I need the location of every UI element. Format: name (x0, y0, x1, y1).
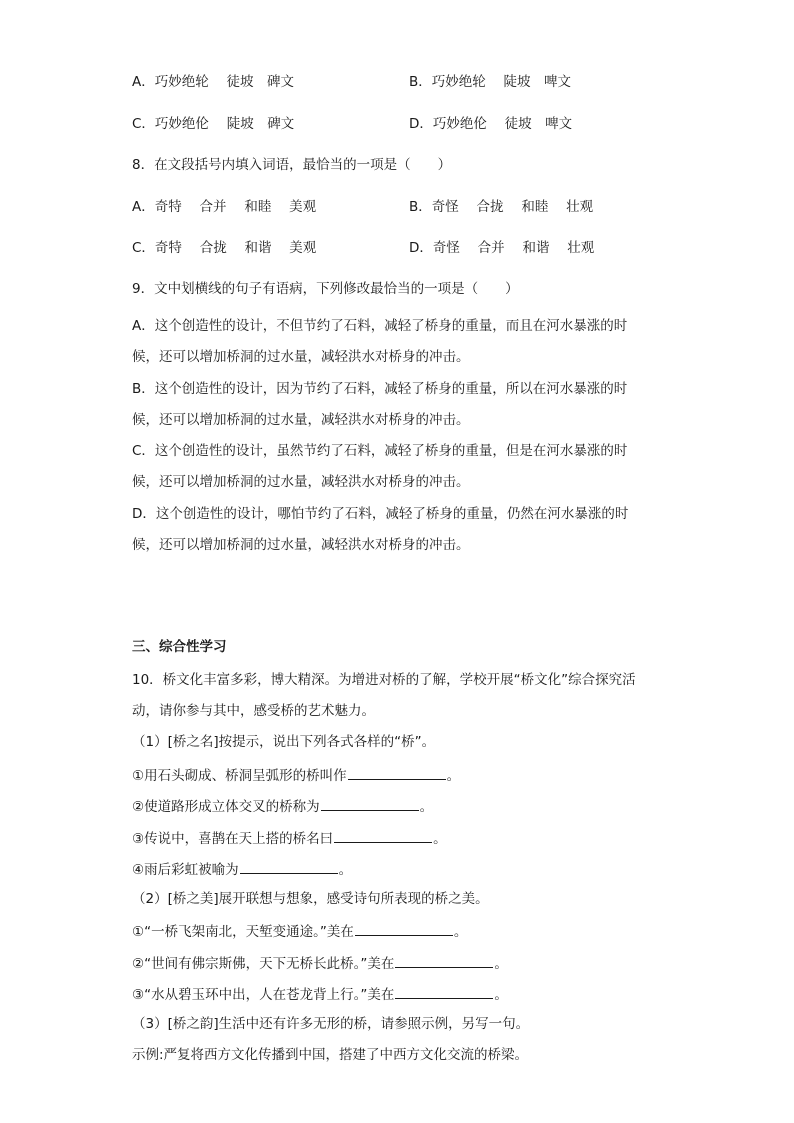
period: 。 (494, 987, 508, 1003)
q8-option-b: B．奇怪 合拢 和睦 壮观 (409, 199, 594, 215)
answer-blank[interactable] (395, 953, 493, 968)
q9-option-d-line1: D．这个创造性的设计，哪怕节约了石料，减轻了桥身的重量，仍然在河水暴涨的时 (132, 506, 629, 522)
answer-blank[interactable] (395, 984, 493, 999)
part2-item2 (132, 953, 508, 973)
period: 。 (453, 924, 468, 940)
part2-item1 (132, 921, 467, 941)
part1-item1-text: ①用石头砌成、桥洞呈弧形的桥叫作 (132, 768, 347, 784)
part2-item1-text: ①“一桥飞架南北，天堑变通途。”美在 (132, 924, 354, 940)
period: 。 (419, 799, 434, 815)
part3-example: 示例:严复将西方文化传播到中国，搭建了中西方文化交流的桥梁。 (132, 1047, 529, 1063)
q9-option-c-line1: C．这个创造性的设计，虽然节约了石料，减轻了桥身的重量，但是在河水暴涨的时 (132, 443, 628, 459)
part2-title: （2）[桥之美]展开联想与想象，感受诗句所表现的桥之美。 (132, 891, 489, 907)
part1-item3-text: ③传说中，喜鹊在天上搭的桥名曰 (132, 831, 334, 847)
q9-option-d-line2: 候，还可以增加桥洞的过水量，减轻洪水对桥身的冲击。 (132, 537, 470, 553)
q9-option-a-line2: 候，还可以增加桥洞的过水量，减轻洪水对桥身的冲击。 (132, 349, 470, 365)
q7-option-c: C．巧妙绝伦 陡坡 碑文 (132, 116, 295, 132)
q10-stem-line2: 动，请你参与其中，感受桥的艺术魅力。 (132, 703, 375, 719)
q8-stem: 8．在文段括号内填入词语，最恰当的一项是（ ） (132, 157, 452, 173)
q10-stem-line1: 10．桥文化丰富多彩，博大精深。为增进对桥的了解，学校开展“桥文化”综合探究活 (132, 672, 636, 688)
period: 。 (338, 862, 353, 878)
q8-option-d: D．奇怪 合并 和谐 壮观 (409, 240, 595, 256)
q7-option-b: B．巧妙绝轮 陡坡 啤文 (409, 74, 572, 90)
period: 。 (494, 956, 508, 972)
part1-item1 (132, 765, 460, 785)
section-heading: 三、综合性学习 (132, 639, 227, 655)
period: 。 (433, 831, 447, 847)
part1-item3 (132, 828, 447, 848)
part2-item3 (132, 984, 508, 1004)
answer-blank[interactable] (355, 921, 453, 936)
part2-item2-text: ②“世间有佛宗斯佛，天下无桥长此桥。”美在 (132, 956, 395, 972)
part1-title: （1）[桥之名]按提示，说出下列各式各样的“桥”。 (132, 734, 436, 750)
q9-option-a-line1: A．这个创造性的设计，不但节约了石料，减轻了桥身的重量，而且在河水暴涨的时 (132, 318, 628, 334)
answer-blank[interactable] (348, 765, 446, 780)
q8-option-a: A．奇特 合并 和睦 美观 (132, 199, 317, 215)
answer-blank[interactable] (334, 828, 432, 843)
q9-option-b-line1: B．这个创造性的设计，因为节约了石料，减轻了桥身的重量，所以在河水暴涨的时 (132, 381, 628, 397)
part1-item2-text: ②使道路形成立体交叉的桥称为 (132, 799, 320, 815)
q9-option-b-line2: 候，还可以增加桥洞的过水量，减轻洪水对桥身的冲击。 (132, 412, 470, 428)
part3-title: （3）[桥之韵]生活中还有许多无形的桥，请参照示例，另写一句。 (132, 1016, 530, 1032)
part1-item2 (132, 796, 433, 816)
q9-stem: 9．文中划横线的句子有语病，下列修改最恰当的一项是（ ） (132, 281, 519, 297)
answer-blank[interactable] (321, 796, 419, 811)
q8-option-c: C．奇特 合拢 和谐 美观 (132, 240, 317, 256)
part1-item4 (132, 859, 352, 879)
q9-option-c-line2: 候，还可以增加桥洞的过水量，减轻洪水对桥身的冲击。 (132, 474, 470, 490)
q7-option-d: D．巧妙绝伦 徒坡 啤文 (409, 116, 573, 132)
period: 。 (446, 768, 461, 784)
q7-option-a: A．巧妙绝轮 徒坡 碑文 (132, 74, 295, 90)
answer-blank[interactable] (240, 859, 338, 874)
part2-item3-text: ③“水从碧玉环中出，人在苍龙背上行。”美在 (132, 987, 395, 1003)
part1-item4-text: ④雨后彩虹被喻为 (132, 862, 239, 878)
